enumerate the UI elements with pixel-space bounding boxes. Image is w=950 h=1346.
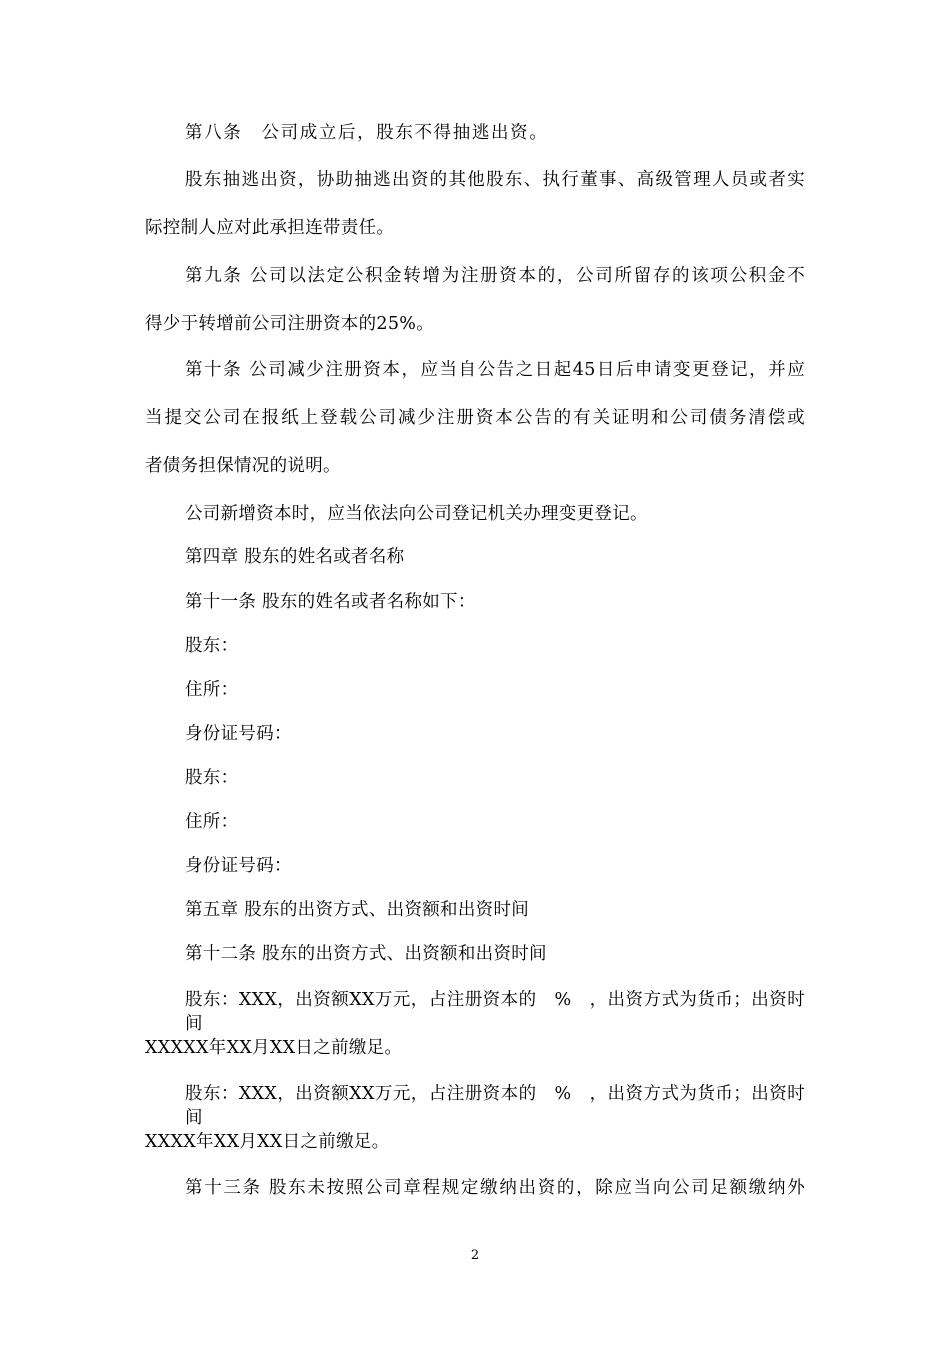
contribution-deadline-2: XXXX年XX月XX日之前缴足。 bbox=[145, 1132, 390, 1152]
address-label: 住所： bbox=[185, 812, 239, 832]
article-10: 第十条 公司减少注册资本，应当自公告之日起45日后申请变更登记，并应 bbox=[185, 360, 805, 380]
paragraph-line: 当提交公司在报纸上登载公司减少注册资本公告的有关证明和公司债务清偿或 bbox=[145, 408, 805, 428]
chapter-5-heading: 第五章 股东的出资方式、出资额和出资时间 bbox=[185, 900, 530, 920]
article-13: 第十三条 股东未按照公司章程规定缴纳出资的，除应当向公司足额缴纳外 bbox=[185, 1178, 805, 1198]
article-8: 第八条 公司成立后，股东不得抽逃出资。 bbox=[185, 123, 547, 143]
shareholder-contribution-2: 股东：XXX，出资额XX万元，占注册资本的 % ，出资方式为货币；出资时间 bbox=[185, 1084, 805, 1128]
shareholder-label: 股东： bbox=[185, 768, 239, 788]
shareholder-label: 股东： bbox=[185, 636, 239, 656]
address-label: 住所： bbox=[185, 680, 239, 700]
chapter-4-heading: 第四章 股东的姓名或者名称 bbox=[185, 547, 405, 567]
paragraph-line: 股东抽逃出资，协助抽逃出资的其他股东、执行董事、高级管理人员或者实 bbox=[185, 170, 805, 190]
article-9: 第九条 公司以法定公积金转增为注册资本的，公司所留存的该项公积金不 bbox=[185, 266, 805, 286]
paragraph-line: 得少于转增前公司注册资本的25%。 bbox=[145, 314, 434, 334]
paragraph-line: 者债务担保情况的说明。 bbox=[145, 456, 341, 476]
article-11: 第十一条 股东的姓名或者名称如下： bbox=[185, 592, 476, 612]
id-number-label: 身份证号码： bbox=[185, 856, 292, 876]
page-number: 2 bbox=[470, 1248, 480, 1263]
article-12: 第十二条 股东的出资方式、出资额和出资时间 bbox=[185, 944, 547, 964]
id-number-label: 身份证号码： bbox=[185, 724, 292, 744]
paragraph-line: 际控制人应对此承担连带责任。 bbox=[145, 218, 395, 238]
contribution-deadline-1: XXXXX年XX月XX日之前缴足。 bbox=[145, 1038, 403, 1058]
paragraph-line: 公司新增资本时，应当依法向公司登记机关办理变更登记。 bbox=[185, 504, 648, 524]
shareholder-contribution-1: 股东：XXX，出资额XX万元，占注册资本的 % ，出资方式为货币；出资时间 bbox=[185, 990, 805, 1034]
